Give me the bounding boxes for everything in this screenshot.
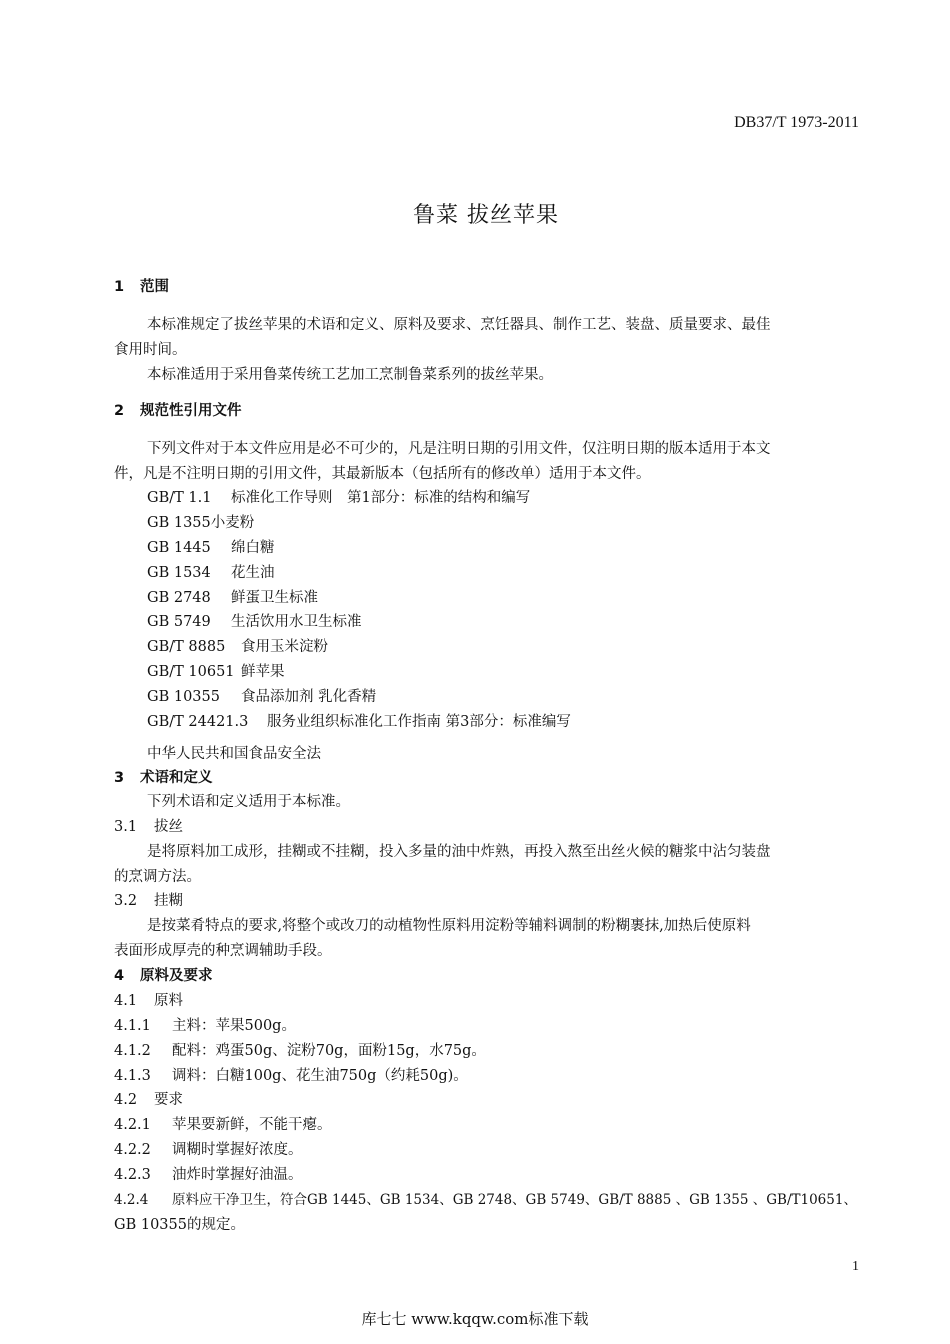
section-4-heading <box>114 966 213 986</box>
term-number: 3.2 <box>114 893 138 909</box>
clause <box>114 991 183 1011</box>
section-title: 规范性引用文件 <box>140 403 242 419</box>
document-title: 鲁菜 拔丝苹果 <box>413 203 559 228</box>
reference-title: 花生油 <box>231 565 275 581</box>
clause-text: 主料：苹果500g。 <box>172 1018 296 1034</box>
reference-law: 中华人民共和国食品安全法 <box>147 746 321 762</box>
paragraph-line: GB 10355的规定。 <box>114 1217 245 1233</box>
reference-code: GB 1534 <box>147 565 211 581</box>
clause-number: 4.1.3 <box>114 1068 151 1084</box>
reference-item <box>147 612 362 632</box>
clause-number: 4.2.3 <box>114 1167 151 1183</box>
term-name: 挂糊 <box>154 893 183 909</box>
reference-item <box>147 712 571 732</box>
paragraph-line: 下列术语和定义适用于本标准。 <box>147 794 350 810</box>
term-heading <box>114 817 183 837</box>
reference-title: 服务业组织标准化工作指南 第3部分：标准编写 <box>267 714 571 730</box>
clause-number: 4.1.2 <box>114 1043 151 1059</box>
clause-number: 4.2.1 <box>114 1117 151 1133</box>
clause <box>114 1165 303 1185</box>
paragraph-line: 件，凡是不注明日期的引用文件，其最新版本（包括所有的修改单）适用于本文件。 <box>114 466 651 482</box>
reference-title: 绵白糖 <box>231 540 275 556</box>
section-number: 3 <box>114 770 125 786</box>
paragraph-line: 表面形成厚壳的种烹调辅助手段。 <box>114 943 332 959</box>
reference-item <box>147 538 275 558</box>
reference-title: 生活饮用水卫生标准 <box>231 614 362 630</box>
clause <box>114 1140 303 1160</box>
reference-code: GB/T 8885 <box>147 639 226 655</box>
clause-text: 油炸时掌握好油温。 <box>172 1167 303 1183</box>
section-1-heading <box>114 277 169 297</box>
reference-item <box>147 687 376 707</box>
clause-number: 4.2.2 <box>114 1142 151 1158</box>
clause <box>114 1041 486 1061</box>
reference-title: 鲜苹果 <box>241 664 285 680</box>
clause-number: 4.2.4 <box>114 1192 149 1208</box>
term-name: 拔丝 <box>154 819 183 835</box>
reference-item <box>147 588 318 608</box>
clause-number: 4.1 <box>114 993 138 1009</box>
reference-item <box>147 662 285 682</box>
section-title: 范围 <box>140 279 169 295</box>
reference-code: GB/T 24421.3 <box>147 714 249 730</box>
clause <box>114 1016 296 1036</box>
paragraph-line: 下列文件对于本文件应用是必不可少的，凡是注明日期的引用文件，仅注明日期的版本适用于本文 <box>147 441 771 457</box>
clause <box>114 1190 857 1210</box>
clause-text: 要求 <box>154 1092 183 1108</box>
section-title: 原料及要求 <box>140 968 213 984</box>
paragraph-line: 本标准适用于采用鲁菜传统工艺加工烹制鲁菜系列的拔丝苹果。 <box>147 367 553 383</box>
reference-title: 食用玉米淀粉 <box>241 639 328 655</box>
reference-code: GB 5749 <box>147 614 211 630</box>
paragraph-line: 食用时间。 <box>114 342 187 358</box>
clause-text: 原料应干净卫生，符合GB 1445、GB 1534、GB 2748、GB 5749、GB/T 8885 、GB 1355 、GB/T10651、 <box>172 1192 857 1208</box>
reference-code: GB 2748 <box>147 590 211 606</box>
clause <box>114 1066 468 1086</box>
page-number: 1 <box>852 1259 859 1274</box>
section-3-heading <box>114 768 213 788</box>
reference-code: GB/T 1.1 <box>147 490 212 506</box>
document-code: DB37/T 1973-2011 <box>734 114 859 131</box>
reference-item <box>147 488 530 508</box>
reference-title: 标准化工作导则 第1部分：标准的结构和编写 <box>231 490 531 506</box>
reference-code: GB 10355 <box>147 689 220 705</box>
reference-code: GB/T 10651 <box>147 664 235 680</box>
clause-text: 原料 <box>154 993 183 1009</box>
clause <box>114 1090 183 1110</box>
reference-item <box>147 563 275 583</box>
reference-title: 鲜蛋卫生标准 <box>231 590 318 606</box>
paragraph-line: 是将原料加工成形，挂糊或不挂糊，投入多量的油中炸熟，再投入熬至出丝火候的糖浆中沾匀装盘 <box>147 844 771 860</box>
section-2-heading <box>114 401 242 421</box>
clause-number: 4.2 <box>114 1092 138 1108</box>
reference-title: 小麦粉 <box>210 515 255 531</box>
footer-watermark: 库七七 www.kqqw.com标准下载 <box>361 1310 589 1328</box>
term-number: 3.1 <box>114 819 138 835</box>
term-heading <box>114 891 183 911</box>
paragraph-line: 是按菜肴特点的要求,将整个或改刀的动植物性原料用淀粉等辅料调制的粉糊裹抹,加热后使原料 <box>147 918 751 934</box>
section-number: 1 <box>114 279 125 295</box>
section-number: 4 <box>114 968 125 984</box>
reference-item <box>147 637 328 657</box>
clause-text: 苹果要新鲜，不能干瘪。 <box>172 1117 332 1133</box>
clause <box>114 1115 332 1135</box>
reference-code: GB 1355 <box>147 515 211 531</box>
clause-text: 调料：白糖100g、花生油750g（约耗50g)。 <box>172 1068 468 1084</box>
paragraph-line: 本标准规定了拔丝苹果的术语和定义、原料及要求、烹饪器具、制作工艺、装盘、质量要求、最佳 <box>147 317 771 333</box>
section-number: 2 <box>114 403 125 419</box>
reference-title: 食品添加剂 乳化香精 <box>241 689 377 705</box>
clause-text: 配料：鸡蛋50g、淀粉70g，面粉15g，水75g。 <box>172 1043 486 1059</box>
paragraph-line: 的烹调方法。 <box>114 869 201 885</box>
reference-item <box>147 513 254 533</box>
clause-text: 调糊时掌握好浓度。 <box>172 1142 303 1158</box>
clause-number: 4.1.1 <box>114 1018 151 1034</box>
section-title: 术语和定义 <box>140 770 213 786</box>
reference-code: GB 1445 <box>147 540 211 556</box>
